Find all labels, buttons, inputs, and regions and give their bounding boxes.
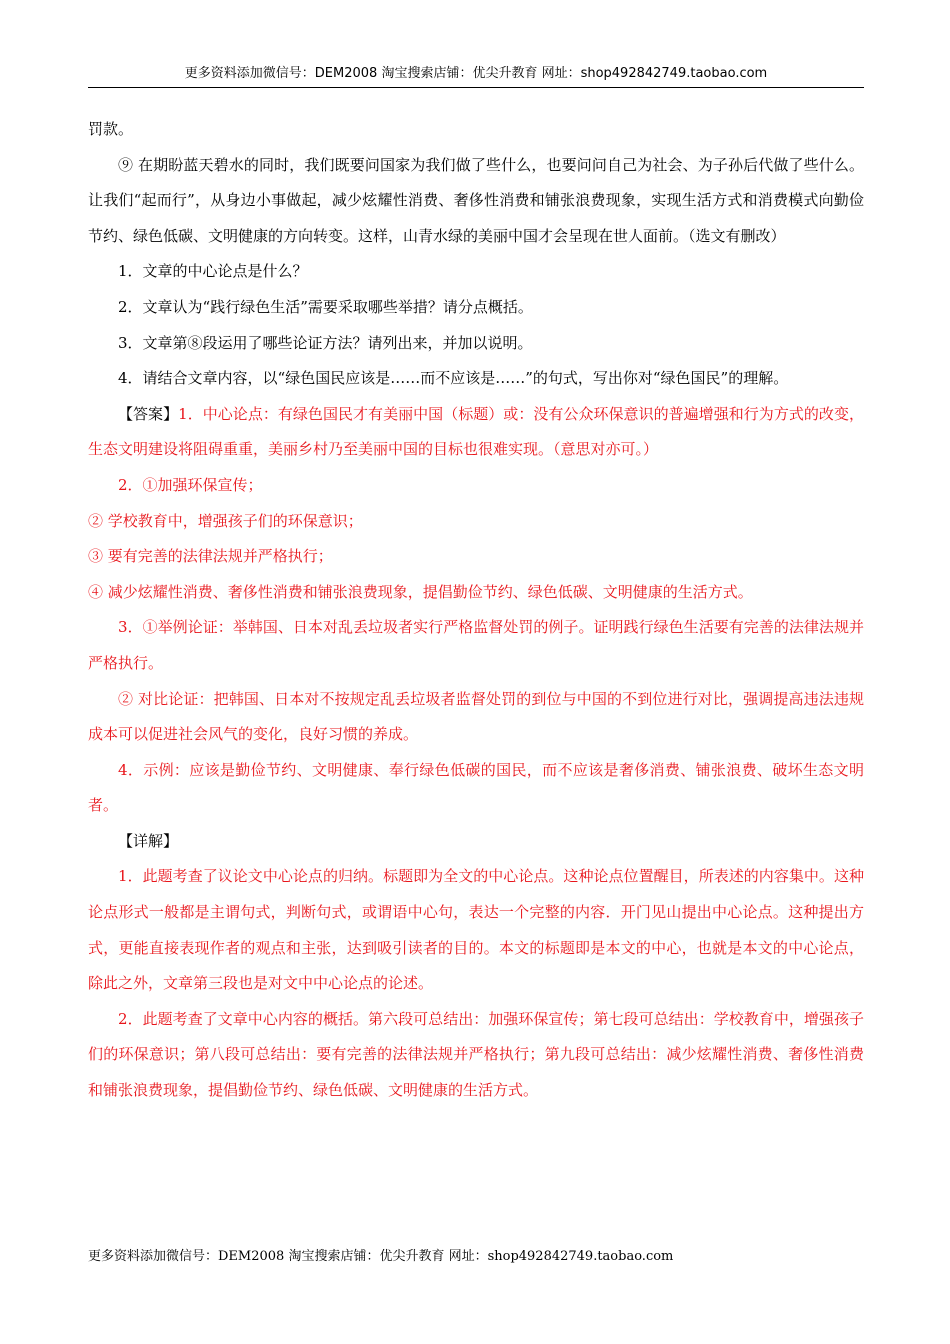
answer-label: 【答案】 bbox=[118, 404, 179, 423]
question-3: 3．文章第⑧段运用了哪些论证方法？请列出来，并加以说明。 bbox=[118, 333, 533, 352]
answer-2-line-3: ③ 要有完善的法律法规并严格执行； bbox=[88, 547, 333, 566]
answer-2-line-1: 2．①加强环保宣传； bbox=[118, 475, 263, 494]
question-1: 1．文章的中心论点是什么？ bbox=[118, 262, 308, 281]
answer-1-text: 1．中心论点：有绿色国民才有美丽中国（标题）或：没有公众环保意识的普遍增强和行为方式的改变，生态文明建设将阻碍重重，美丽乡村乃至美丽中国的目标也很难实现。（意思对亦可。） bbox=[88, 404, 864, 459]
detail-2: 2．此题考查了文章中心内容的概括。第六段可总结出：加强环保宣传；第七段可总结出：学校教育中，增强孩子们的环保意识；第八段可总结出：要有完善的法律法规并严格执行；第九段可总结出：减少炫耀性消费、奢侈性消费和铺张浪费现象，提倡勤俭节约、绿色低碳、文明健康的生活方式。 bbox=[88, 1009, 864, 1100]
answer-1 bbox=[88, 397, 864, 468]
page-header: 更多资料添加微信号：DEM2008 淘宝搜索店铺：优尖升教育 网址：shop492842749.taobao.com bbox=[184, 66, 768, 81]
answer-2-line-4: ④ 减少炫耀性消费、奢侈性消费和铺张浪费现象，提倡勤俭节约、绿色低碳、文明健康的生活方式。 bbox=[88, 582, 753, 601]
article-tail: 罚款。 bbox=[88, 120, 134, 138]
answer-2-line-2: ② 学校教育中，增强孩子们的环保意识； bbox=[88, 511, 363, 530]
document-body bbox=[88, 112, 864, 1109]
detail-label: 【详解】 bbox=[118, 831, 179, 850]
answer-4: 4．示例：应该是勤俭节约、文明健康、奉行绿色低碳的国民，而不应该是奢侈消费、铺张浪费、破坏生态文明者。 bbox=[88, 760, 864, 815]
answer-3-line-2: ② 对比论证：把韩国、日本对不按规定乱丢垃圾者监督处罚的到位与中国的不到位进行对比，强调提高违法违规成本可以促进社会风气的变化，良好习惯的养成。 bbox=[88, 689, 864, 744]
question-2: 2．文章认为“践行绿色生活”需要采取哪些举措？请分点概括。 bbox=[118, 297, 533, 316]
article-paragraph-9: ⑨ 在期盼蓝天碧水的同时，我们既要问国家为我们做了些什么，也要问问自己为社会、为子孙后代做了些什么。让我们“起而行”，从身边小事做起，减少炫耀性消费、奢侈性消费和铺张浪费现象，实现生活方式和消费模式向勤俭节约、绿色低碳、文明健康的方向转变。这样，山青水绿的美丽中国才会呈现在世人面前。（选文有删改） bbox=[88, 155, 864, 245]
page-footer: 更多资料添加微信号：DEM2008 淘宝搜索店铺：优尖升教育 网址：shop492842749.taobao.com bbox=[88, 1249, 674, 1264]
question-4: 4．请结合文章内容，以“绿色国民应该是……而不应该是……”的句式，写出你对“绿色国民”的理解。 bbox=[118, 369, 789, 388]
detail-1: 1．此题考查了议论文中心论点的归纳。标题即为全文的中心论点。这种论点位置醒目，所表述的内容集中。这种论点形式一般都是主谓句式，判断句式，或谓语中心句，表达一个完整的内容．开门见山提出中心论点。这种提出方式，更能直接表现作者的观点和主张，达到吸引读者的目的。本文的标题即是本文的中心，也就是本文的中心论点，除此之外，文章第三段也是对文中中心论点的论述。 bbox=[88, 867, 864, 993]
header-divider bbox=[88, 87, 864, 88]
answer-3-line-1: 3．①举例论证：举韩国、日本对乱丢垃圾者实行严格监督处罚的例子。证明践行绿色生活要有完善的法律法规并严格执行。 bbox=[88, 618, 864, 672]
